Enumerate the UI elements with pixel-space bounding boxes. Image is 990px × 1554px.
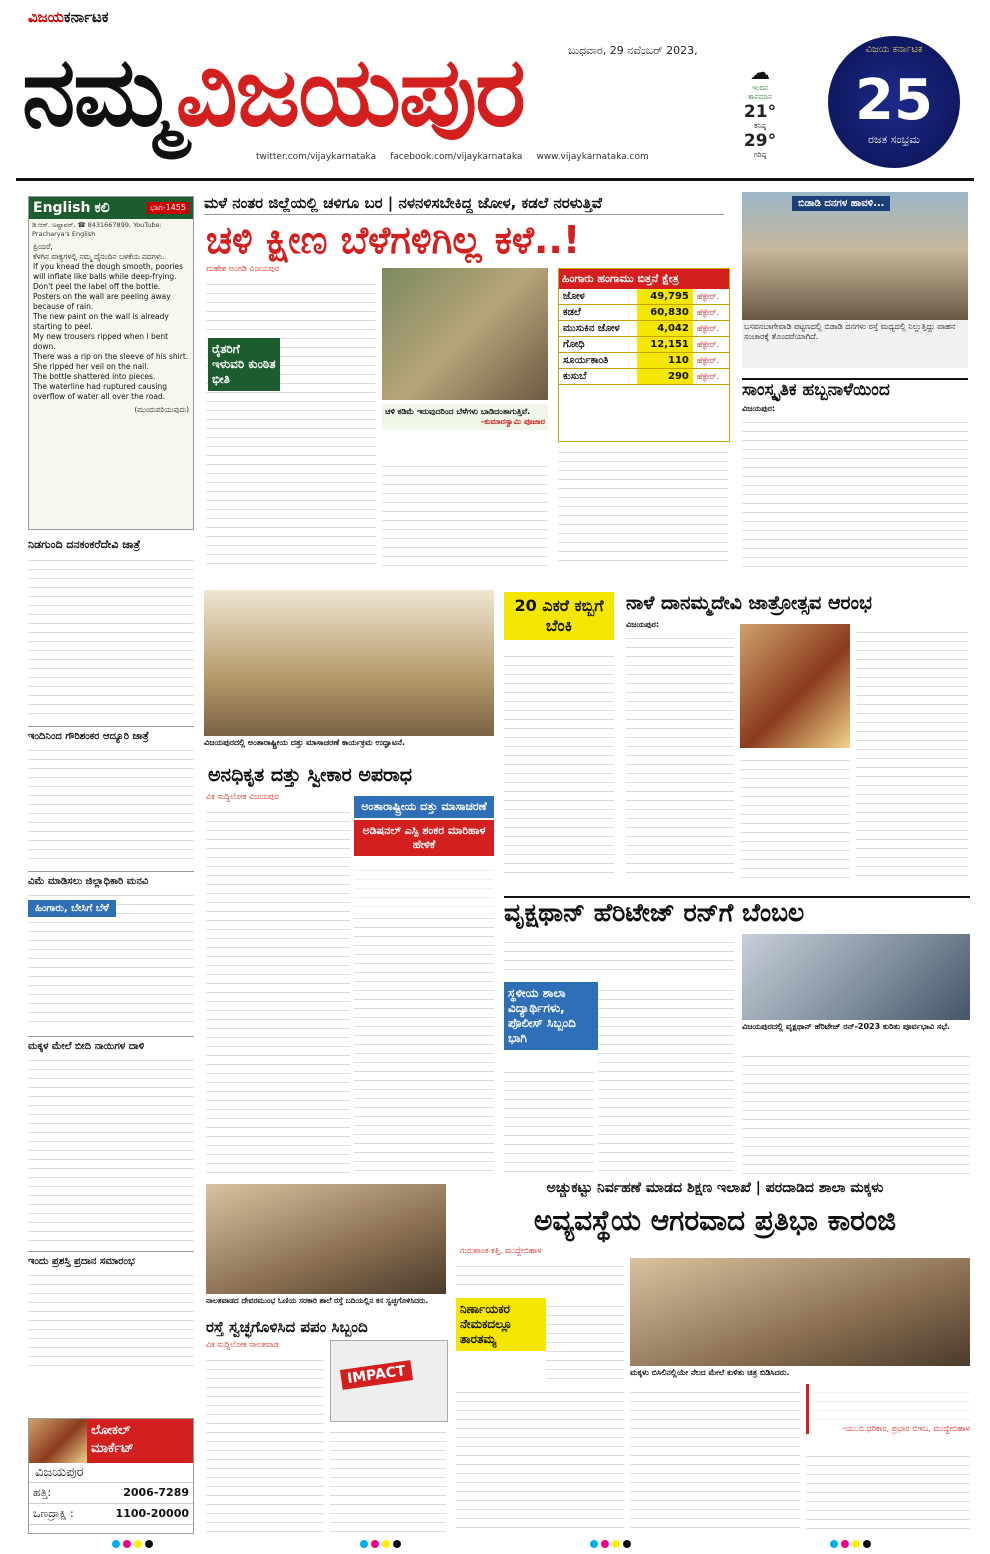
english-line: My new trousers ripped when I bent down. [33,332,169,351]
website-link[interactable]: www.vijaykarnataka.com [536,152,649,162]
english-line: Posters on the wall are peeling away because of rain. [33,292,171,311]
pratibha-body-5 [806,1448,970,1532]
registration-marks [112,1540,153,1548]
cattle-label: ಬಿಡಾಡಿ ದನಗಳ ಹಾವಳಿ... [792,196,890,211]
cattle-photo-block [742,192,968,370]
crop-unit: ಹೆಕ್ಟೇರ್. [693,321,729,337]
cultural-head: ಸಾಂಸ್ಕೃತಿಕ ಹಬ್ಬನಾಳೆಯಿಂದ [742,378,968,400]
jatra-head: ನಾಳೆ ದಾನಮ್ಮದೇವಿ ಜಾತ್ರೋತ್ಸವ ಆರಂಭ [626,592,872,614]
brand-logo [28,8,109,26]
social-links [256,152,649,162]
lead-sidebar: ರೈತರಿಗೆ ಇಳುವರಿ ಕುಂಠಿತ ಭೀತಿ [208,338,280,391]
pratibha-byline: ಗುರುಶಾಂತ ಕತ್ತಿ, ಮುದ್ದೇಬಿಹಾಳ [460,1246,542,1255]
students-photo [630,1258,970,1366]
crop-table-rows [559,289,729,385]
lead-body-2 [382,458,548,566]
weather-label: ಇಂದಿನ ತಾಪಮಾನ [748,84,772,101]
pratibha-body-4 [630,1384,800,1532]
english-box-header [29,197,193,219]
english-kali-box [28,196,194,530]
crop-unit: ಹೆಕ್ಟೇರ್. [693,337,729,353]
market-title [87,1419,193,1463]
goddess-photo [740,624,850,748]
english-lines [29,240,193,404]
road-cleaning-photo [206,1184,446,1294]
local-market-box [28,1418,194,1534]
title-part-b: ವಿಜಯಪುರ [175,36,524,148]
crop-row [559,337,729,353]
sugarcane-body [504,648,614,880]
crop-name: ಕುಸುಬೆ [559,369,637,385]
adoption-body-1 [206,804,350,1174]
adoption-head: ಅನಧಿಕೃತ ದತ್ತು ಸ್ವೀಕಾರ ಅಪರಾಧ [208,764,413,786]
badge-sub: ರಜತ ಸಂಭ್ರಮ [868,133,920,146]
english-line: There was a rip on the sleeve of his shirt. [33,352,189,361]
left-story-5 [28,1256,194,1374]
left-story-2-body [28,742,194,864]
left-story-4 [28,1041,194,1252]
english-contact: ಡಿ.ಆರ್. ಅಷ್ಟಾವರ್, ☎ 8431667899, YouTube: Pracharya's English [32,221,162,238]
vegetables-image [29,1419,87,1463]
lead-headline: ಚಳಿ ಕ್ಷೀಣ ಬೆಳೆಗಳಿಗಿಲ್ಲ ಕಳೆ..! [206,218,581,262]
left-story-1 [28,538,194,727]
heritage-sidebar: ಸ್ಥಳೀಯ ಶಾಲಾ ವಿದ್ಯಾರ್ಥಿಗಳು, ಪೊಲೀಸ್ ಸಿಬ್ಬಂದಿ ಭಾಗಿ [504,982,598,1050]
masthead-title [22,36,524,148]
crop-value: 290 [637,369,693,385]
crop-row [559,321,729,337]
crop-row [559,369,729,385]
market-title-a: ಲೋಕಲ್ [91,1423,131,1438]
registration-marks [590,1540,631,1548]
adoption-byline: ವಿಕ ಸುದ್ದಿಲೋಕ ವಿಜಯಪುರ [206,792,279,801]
crop-table-title: ಹಿಂಗಾರು ಹಂಗಾಮು ಬಿತ್ತನೆ ಕ್ಷೇತ್ರ [559,269,729,289]
market-label: ಹತ್ತಿ: [33,1486,52,1499]
jatra-body-1 [626,630,734,880]
left-column [28,538,194,1374]
left-story-5-head: ಇಂದು ಪ್ರಶಸ್ತಿ ಪ್ರದಾನ ಸಮಾರಂಭ [28,1256,135,1267]
english-line: The new paint on the wall is already starting to peel. [33,312,169,331]
left-story-1-head: ನಿಡಗುಂದಿ ದನಕಂಕರೆದೇವಿ ಜಾತ್ರೆ [28,538,141,551]
english-title: English [33,200,91,216]
pratibha-quote-author: -ಯು.ಬಿ.ಧರಿಕಾರ, ಪ್ರಭಾರ ಬಿಇಒ, ಮುದ್ದೇಬಿಹಾಳ [842,1424,970,1433]
crop-name: ಜೋಳ [559,289,637,305]
badge-brand: ವಿಜಯ ಕರ್ನಾಟಕ [865,44,923,55]
crop-name: ಗೋಧಿ [559,337,637,353]
cultural-place: ವಿಜಯಪುರ: [742,404,776,413]
english-line: ಕೆಳಗಿನ ವಾಕ್ಯಗಳಲ್ಲಿ ನಮ್ಮ ದೈನಂದಿನ ಬಳಕೆಯ ಪದಗಳು. [33,252,165,261]
heritage-caption: ವಿಜಯಪುರದಲ್ಲಿ ವೃಕ್ಷಥಾನ್ ಹೆರಿಟೇಜ್ ರನ್-2023 ಕುರಿತು ಪೂರ್ವಭಾವಿ ಸಭೆ. [742,1022,951,1031]
english-line: The bottle shattered into pieces. [33,372,156,381]
english-line: ಪ್ರಿಯರೆ, [33,242,53,251]
pratibha-body-1 [456,1258,624,1292]
lead-quote-author: -ಕುಮಾರಸ್ವಾಮಿ ಪೂಜಾರ [480,417,545,426]
left-story-4-body [28,1052,194,1244]
market-city: ವಿಜಯಪುರ [29,1463,193,1483]
pratibha-kicker: ಅಚ್ಚುಕಟ್ಟು ನಿರ್ವಹಣೆ ಮಾಡದ ಶಿಕ್ಷಣ ಇಲಾಖೆ | ಪರದಾಡಿದ ಶಾಲಾ ಮಕ್ಕಳು [546,1180,884,1196]
adoption-box-a: ಅಂತಾರಾಷ್ಟ್ರೀಯ ದತ್ತು ಮಾಸಾಚರಣೆ [354,796,494,818]
left-story-1-body [28,552,194,722]
pratibha-head: ಅವ್ಯವಸ್ಥೆಯ ಆಗರವಾದ ಪ್ರತಿಭಾ ಕಾರಂಜಿ [533,1204,897,1237]
heritage-body-4 [742,1048,970,1174]
heritage-body-2 [598,982,734,1174]
pratibha-body-2 [546,1298,624,1380]
market-label: ಒಣದ್ರಾಕ್ಷಿ : [33,1507,74,1520]
left-story-5-body [28,1267,194,1367]
crop-value: 12,151 [637,337,693,353]
crop-name: ಸೂರ್ಯಕಾಂತಿ [559,353,637,369]
crop-value: 49,795 [637,289,693,305]
cattle-photo [742,192,968,320]
market-header [29,1419,193,1463]
news-clipping [330,1340,448,1422]
crop-unit: ಹೆಕ್ಟೇರ್. [693,369,729,385]
english-line: The waterline had ruptured causing overflow of water all over the road. [33,382,168,401]
cleaning-body-2 [330,1424,446,1532]
anniversary-badge [828,36,960,168]
temp-max-label: ಗರಿಷ್ಠ [753,151,767,159]
crop-row [559,289,729,305]
pratibha-quote [813,1384,970,1424]
issue-number: ಭಾಗ-1455 [147,202,189,214]
lead-body-3 [558,444,728,568]
cloud-icon: ☁ [750,60,770,84]
cleaning-byline: ವಿಕ ಸುದ್ದಿಲೋಕ ನಾಲತವಾಡ [206,1340,279,1349]
registration-marks [360,1540,401,1548]
brand-part-b: ಕರ್ನಾಟಕ [63,8,109,26]
lead-quote-box [382,404,548,430]
market-row-cotton [29,1483,193,1504]
english-footer: (ಮುಂದುವರಿಯುವುದು) [134,406,189,414]
english-line: If you knead the dough smooth, poories will inflate like balls while deep-frying. [33,262,184,281]
market-title-b: ಮಾರ್ಕೆಟ್ [91,1441,134,1456]
market-row-raisin [29,1504,193,1525]
temp-max: 29° [743,131,777,151]
market-value: 1100-20000 [115,1507,189,1520]
event-photo-caption: ವಿಜಯಪುರದಲ್ಲಿ ಅಂತಾರಾಷ್ಟ್ರೀಯ ದತ್ತು ಮಾಸಾಚರಣೆ ಕಾರ್ಯಕ್ರಮ ಉದ್ಘಾಟನೆ. [204,738,406,747]
market-value: 2006-7289 [123,1486,189,1499]
adoption-event-photo [204,590,494,736]
english-line: Don't peel the label off the bottle. [33,282,161,291]
left-story-2 [28,731,194,872]
left-story-2-head: ಇಂದಿನಿಂದ ಗೌರಿಶಂಕರ ಆದ್ಯೂರಿ ಜಾತ್ರೆ [28,731,149,742]
crop-row [559,353,729,369]
jatra-place: ವಿಜಯಪುರ: [626,620,660,629]
crop-value: 60,830 [637,305,693,321]
pratibha-sidebar: ನಿರ್ಣಾಯಕರ ನೇಮಕದಲ್ಲೂ ತಾರತಮ್ಯ [456,1298,548,1351]
crop-value: 4,042 [637,321,693,337]
heritage-body-1 [504,934,734,978]
adoption-body-2 [354,910,494,1174]
crop-name: ಕಡಲೆ [559,305,637,321]
hingaru-label: ಹಿಂಗಾರು, ಬೇಸಿಗೆ ಬೆಳೆ [28,900,116,917]
crop-unit: ಹೆಕ್ಟೇರ್. [693,289,729,305]
heritage-head: ವೃಕ್ಷಥಾನ್ ಹೆರಿಟೇಜ್ ರನ್‌ಗೆ ಬೆಂಬಲ [504,896,970,928]
cultural-body [742,414,968,572]
sugarcane-head: 20 ಎಕರೆ ಕಬ್ಬಿಗೆ ಬೆಂಕಿ [504,592,614,640]
lead-quote: ಚಳಿ ಕಡಿಮೆ ಇರುವುದರಿಂದ ಬೆಳೆಗಳು ಬಾಡಿದಂತಾಗುತ್ತಿವೆ. [385,407,531,416]
english-line: She ripped her veil on the nail. [33,362,149,371]
jatra-body-3 [856,624,968,880]
cleaning-caption: ನಾಲತವಾಡದ ದೇವರಮುಂಭ ಓಣಿಯ ಸರಕಾರಿ ಶಾಲೆ ರಸ್ತೆ ಬದಿಯಲ್ಲಿನ ಕಸ ಸ್ವಚ್ಛಗೊಳಿಸಿದರು. [206,1296,429,1305]
adoption-box-b: ಅಡಿಷನಲ್ ಎಸ್ಪಿ ಶಂಕರ ಮಾರಿಹಾಳ ಹೇಳಿಕೆ [354,820,494,856]
crop-row [559,305,729,321]
heritage-body-3 [504,1064,594,1174]
temp-min: 21° [743,102,777,122]
impact-stamp: IMPACT [340,1360,413,1390]
cleaning-body-1 [206,1352,324,1532]
issue-date: ಬುಧವಾರ, 29 ನವೆಂಬರ್ 2023, [568,44,698,57]
pratibha-body-3 [456,1384,624,1532]
facebook-link[interactable]: facebook.com/vijaykarnataka [390,152,523,162]
crop-unit: ಹೆಕ್ಟೇರ್. [693,305,729,321]
left-story-3 [28,876,194,1037]
lead-body-1 [206,276,376,566]
cattle-caption: ಬಸವನಬಾಗೇವಾಡಿ ಪಟ್ಟಣದಲ್ಲಿ ಬಿಡಾಡಿ ದನಗಳು ರಸ್ತೆ ಮಧ್ಯದಲ್ಲಿ ನಿಲ್ಲುತ್ತಿದ್ದು ವಾಹನ ಸಂಚಾರಕ್ಕೆ ತೊಂದರೆಯಾಗಿದೆ. [742,320,968,368]
crop-field-photo [382,268,548,400]
adoption-boxes [354,796,494,922]
left-story-3-head: ವಿಮೆ ಮಾಡಿಸಲು ಜಿಲ್ಲಾಧಿಕಾರಿ ಮನವಿ [28,876,149,887]
left-story-4-head: ಮಕ್ಕಳ ಮೇಲೆ ಬೀದಿ ನಾಯಿಗಳ ದಾಳಿ [28,1041,145,1052]
registration-marks [830,1540,871,1548]
pratibha-quote-box [806,1384,970,1434]
crop-value: 110 [637,353,693,369]
crop-table [558,268,730,442]
pratibha-caption: ಮಕ್ಕಳು ಬಿಸಿಲಿನಲ್ಲಿಯೇ ನೆಲದ ಮೇಲೆ ಕುಳಿತು ಚಿತ್ರ ಬಿಡಿಸಿದರು. [630,1368,790,1377]
masthead-divider [16,178,974,181]
lead-kicker: ಮಳೆ ನಂತರ ಜಿಲ್ಲೆಯಲ್ಲಿ ಚಳಿಗೂ ಬರ | ನಳನಳಿಸಬೇಕಿದ್ದ ಜೋಳ, ಕಡಲೆ ನರಳುತ್ತಿವೆ [204,194,724,215]
english-sub: ಕಲಿ [94,200,110,216]
lead-byline: ಮಹೇಶ ಅಂಗಡಿ ವಿಜಯಪುರ [206,264,280,273]
badge-number: 25 [855,68,933,133]
title-part-a: ನಮ್ಮ [22,36,176,148]
adoption-quote [354,862,494,912]
cleaning-head: ರಸ್ತೆ ಸ್ವಚ್ಛಗೊಳಿಸಿದ ಪಪಂ ಸಿಬ್ಬಂದಿ [206,1318,368,1336]
twitter-link[interactable]: twitter.com/vijaykarnataka [256,152,377,162]
jatra-body-2 [740,752,850,880]
crop-name: ಮುಸುಕಿನ ಜೋಳ [559,321,637,337]
crop-unit: ಹೆಕ್ಟೇರ್. [693,353,729,369]
heritage-meeting-photo [742,934,970,1020]
temp-min-label: ಕನಿಷ್ಠ [754,122,766,130]
brand-part-a: ವಿಜಯ [28,8,64,26]
weather-widget [740,60,780,160]
